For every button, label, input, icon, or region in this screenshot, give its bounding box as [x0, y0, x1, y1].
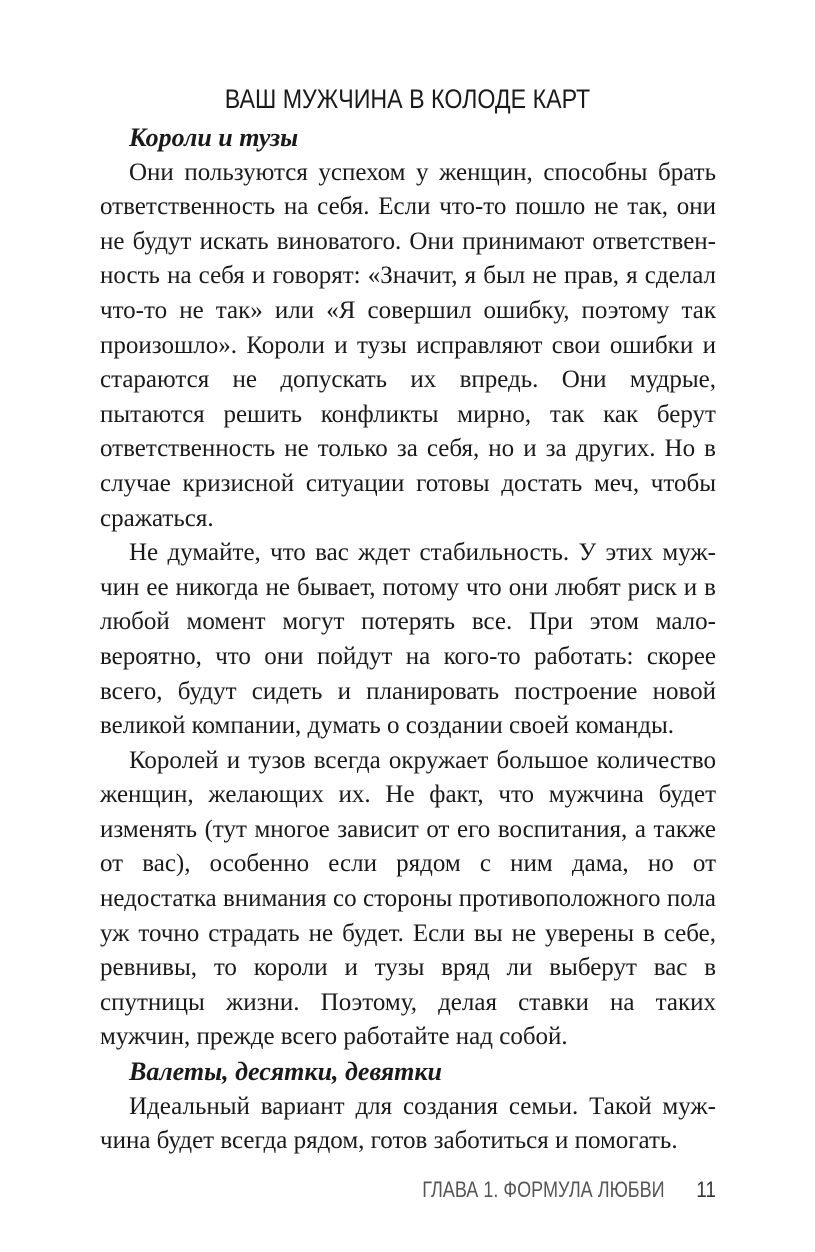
page-body — [100, 121, 716, 1159]
paragraph: Они пользуются успехом у женщин, способны брать ответственность на себя. Если что-то пошло не так, они не будут искать виноватого. Они принимают ответственность на себя и говорят: «Значит, я был не прав, я сделал что-то не так» или «Я совершил ошибку, поэтому так произошло». Короли и тузы исправляют свои ошибки и стараются не допускать их впредь. Они мудрые, пытаются решить конфликты мирно, так как берут ответственность не только за себя, но и за других. Но в случае кризисной ситуации готовы достать меч, чтобы сражаться. — [100, 158, 716, 532]
running-title: ВАШ МУЖЧИНА В КОЛОДЕ КАРТ — [224, 84, 591, 114]
paragraph: Не думайте, что вас ждет стабильность. У этих мужчин ее никогда не бывает, потому что они любят риск и в любой момент могут потерять все. При этом маловероятно, что они пойдут на кого-то работать: скорее всего, будут сидеть и планировать построение новой великой компании, думать о создании своей команды. — [100, 539, 716, 740]
paragraph: Идеальный вариант для создания семьи. Такой мужчина будет всегда рядом, готов заботиться и помогать. — [100, 1092, 716, 1155]
paragraph: Королей и тузов всегда окружает большое количество женщин, желающих их. Не факт, что мужчина будет изменять (тут многое зависит от его воспитания, а также от вас), особенно если рядом с ним дама, но от недостатка внимания со стороны противоположного пола уж точно страдать не будет. Если вы не уверены в себе, ревнивы, то короли и тузы вряд ли выберут вас в спутницы жизни. Поэтому, делая ставки на таких мужчин, прежде всего работайте над собой. — [100, 746, 716, 1051]
section-heading-kings-aces: Короли и тузы — [129, 123, 299, 152]
footer-chapter-title: ГЛАВА 1. ФОРМУЛА ЛЮБВИ — [422, 1177, 665, 1202]
page-number: 11 — [696, 1177, 716, 1202]
section-heading-jacks-tens-nines: Валеты, десятки, девятки — [129, 1057, 443, 1087]
page-footer — [0, 1177, 815, 1207]
